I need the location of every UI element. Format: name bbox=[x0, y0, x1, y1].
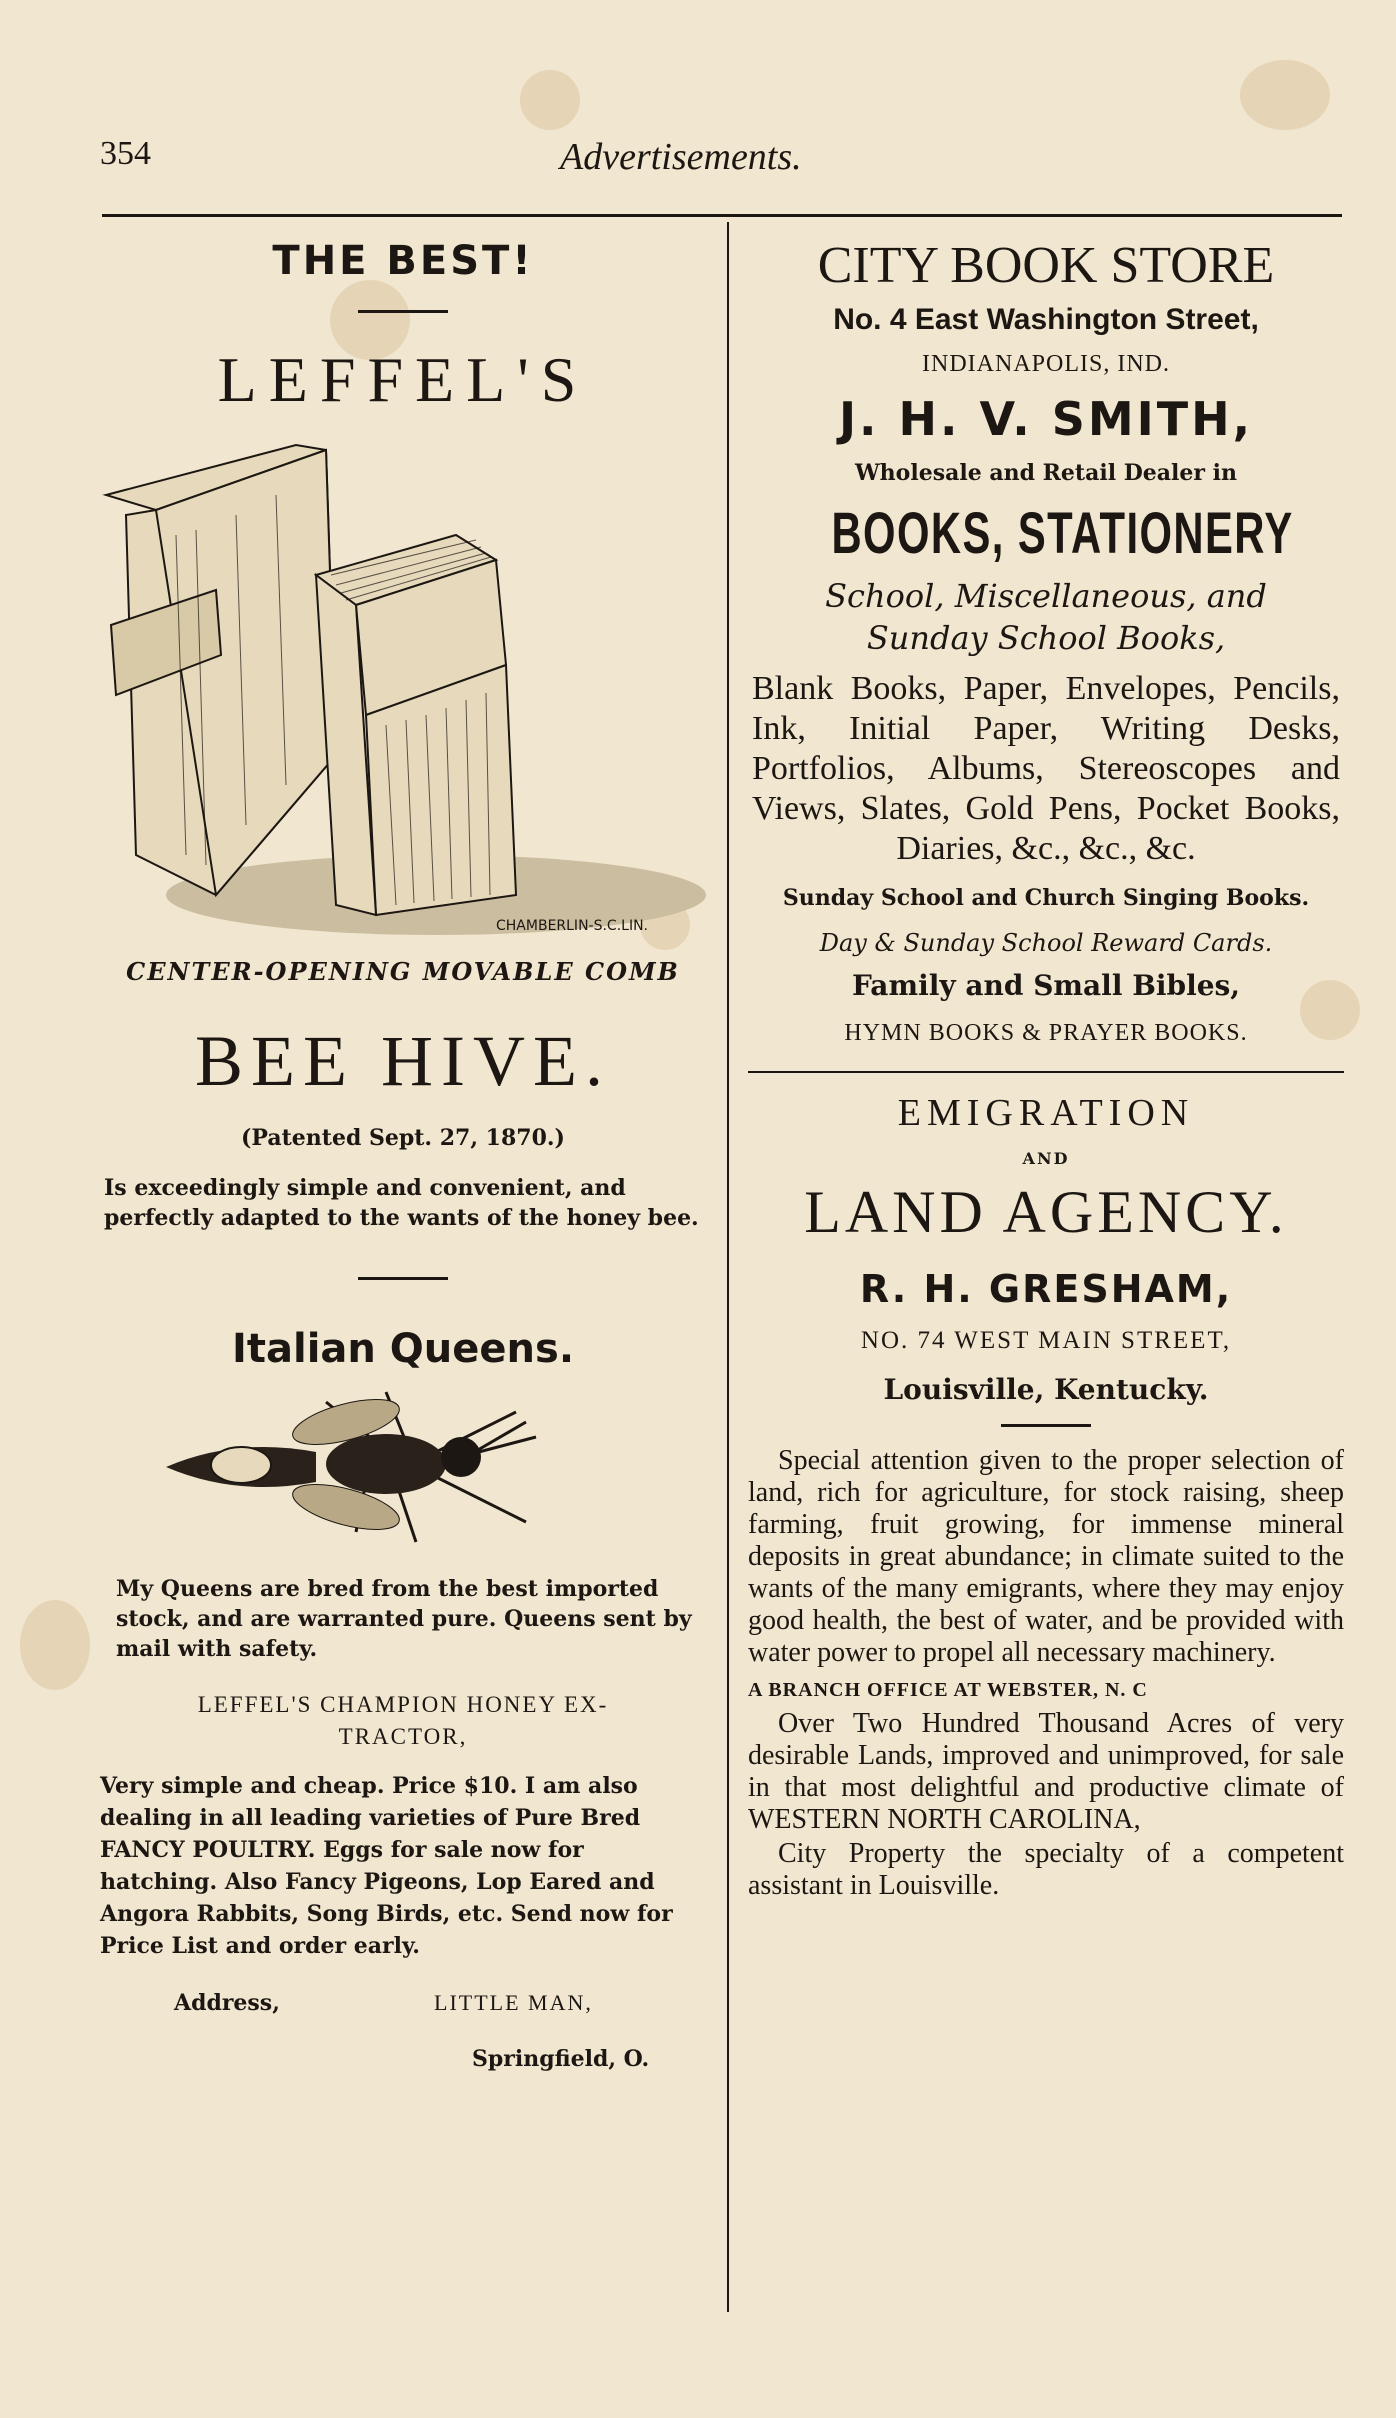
brand-name: LEFFEL'S bbox=[217, 344, 589, 415]
address-label: Address, bbox=[174, 1990, 280, 2016]
hymn-books: HYMN BOOKS & PRAYER BOOKS. bbox=[844, 1020, 1248, 1046]
bee-illustration bbox=[96, 1382, 710, 1552]
queens-text: My Queens are bred from the best imported stock, and are warranted pure. Queens sent by mail with safety. bbox=[116, 1576, 692, 1662]
bibles-line: Family and Small Bibles, bbox=[851, 969, 1241, 1002]
running-header bbox=[100, 135, 1336, 195]
acres-description: Over Two Hundred Thousand Acres of very desirable Lands, improved and unimproved, for sale in that most delightful and productive climate of WESTERN NORTH CAROLINA, bbox=[748, 1708, 1344, 1835]
singing-books: Sunday School and Church Singing Books. bbox=[782, 885, 1310, 911]
branch-office: A BRANCH OFFICE AT WEBSTER, N. C bbox=[748, 1679, 1148, 1701]
left-advertisement bbox=[96, 230, 710, 2080]
address-city: Springfield, O. bbox=[472, 2046, 650, 2072]
hive-description: Is exceedingly simple and convenient, and perfectly adapted to the wants of the honey bee. bbox=[104, 1175, 699, 1231]
header-rule bbox=[102, 214, 1342, 217]
address-block bbox=[96, 1990, 710, 2080]
page-number: 354 bbox=[100, 135, 151, 172]
land-agency-heading: LAND AGENCY. bbox=[804, 1179, 1288, 1245]
proprietor-name: J. H. V. SMITH, bbox=[838, 392, 1254, 446]
running-title: Advertisements. bbox=[560, 136, 802, 178]
headline: THE BEST! bbox=[272, 238, 534, 284]
reward-cards: Day & Sunday School Reward Cards. bbox=[819, 929, 1273, 957]
queen-bee-engraving bbox=[96, 1382, 710, 1552]
queens-heading: Italian Queens. bbox=[231, 1326, 575, 1372]
foxing-spot bbox=[20, 1600, 90, 1690]
store-city: INDIANAPOLIS, IND. bbox=[922, 351, 1170, 377]
extractor-heading: LEFFEL'S CHAMPION HONEY EX- bbox=[197, 1692, 609, 1717]
beehive-engraving bbox=[96, 425, 710, 945]
foxing-spot bbox=[1240, 60, 1330, 130]
agent-name: R. H. GRESHAM, bbox=[859, 1267, 1233, 1311]
store-address: No. 4 East Washington Street, bbox=[833, 303, 1259, 336]
foxing-spot bbox=[520, 70, 580, 130]
goods-list: Blank Books, Paper, Envelopes, Pencils, Ink, Initial Paper, Writing Desks, Portfolios, Albums, Stereoscopes and Views, Slates, Gold Pens, Pocket Books, Diaries, &c., &c., &c. bbox=[752, 670, 1340, 867]
column-divider bbox=[727, 222, 729, 2312]
agent-address: NO. 74 WEST MAIN STREET, bbox=[860, 1327, 1232, 1354]
right-advertisement bbox=[748, 230, 1344, 1902]
school-books-line-1: School, Miscellaneous, and bbox=[825, 577, 1267, 615]
divider bbox=[358, 310, 448, 313]
extractor-text: Very simple and cheap. Price $10. I am also dealing in all leading varieties of Pure Bred FANCY POULTRY. Eggs for sale now for hatching. Also Fancy Pigeons, Lop Eared and Angora Rabbits, Song Birds, etc. Send now for Price List and order early. bbox=[100, 1773, 673, 1959]
and-word: AND bbox=[1022, 1149, 1070, 1168]
hive-caption: CENTER-OPENING MOVABLE COMB bbox=[126, 957, 680, 986]
city-property: City Property the specialty of a competent assistant in Louisville. bbox=[748, 1838, 1344, 1901]
beehive-illustration bbox=[96, 425, 710, 945]
land-description: Special attention given to the proper selection of land, rich for agriculture, for stock raising, sheep farming, fruit growing, for immense mineral deposits in great abundance; in climate suited to the wants of the many emigrants, where they may enjoy good health, the best of water, and be provided with water power to propel all necessary machinery. bbox=[748, 1445, 1344, 1668]
engraver-signature: CHAMBERLIN-S.C.LIN. bbox=[496, 918, 649, 934]
school-books-line-2: Sunday School Books, bbox=[866, 619, 1226, 657]
agent-city: Louisville, Kentucky. bbox=[883, 1373, 1209, 1406]
product-title: BEE HIVE. bbox=[195, 1021, 611, 1101]
dealer-line: Wholesale and Retail Dealer in bbox=[854, 460, 1238, 486]
emigration-heading: EMIGRATION bbox=[897, 1092, 1195, 1134]
divider bbox=[1001, 1424, 1091, 1427]
address-name: LITTLE MAN, bbox=[434, 1990, 593, 2015]
books-stationery-heading: BOOKS, STATIONERY bbox=[831, 501, 1294, 566]
store-name: CITY BOOK STORE bbox=[817, 237, 1275, 294]
extractor-heading-continued: TRACTOR, bbox=[338, 1724, 468, 1749]
divider bbox=[358, 1277, 448, 1280]
section-rule bbox=[748, 1071, 1344, 1073]
patent-date: (Patented Sept. 27, 1870.) bbox=[241, 1125, 565, 1151]
